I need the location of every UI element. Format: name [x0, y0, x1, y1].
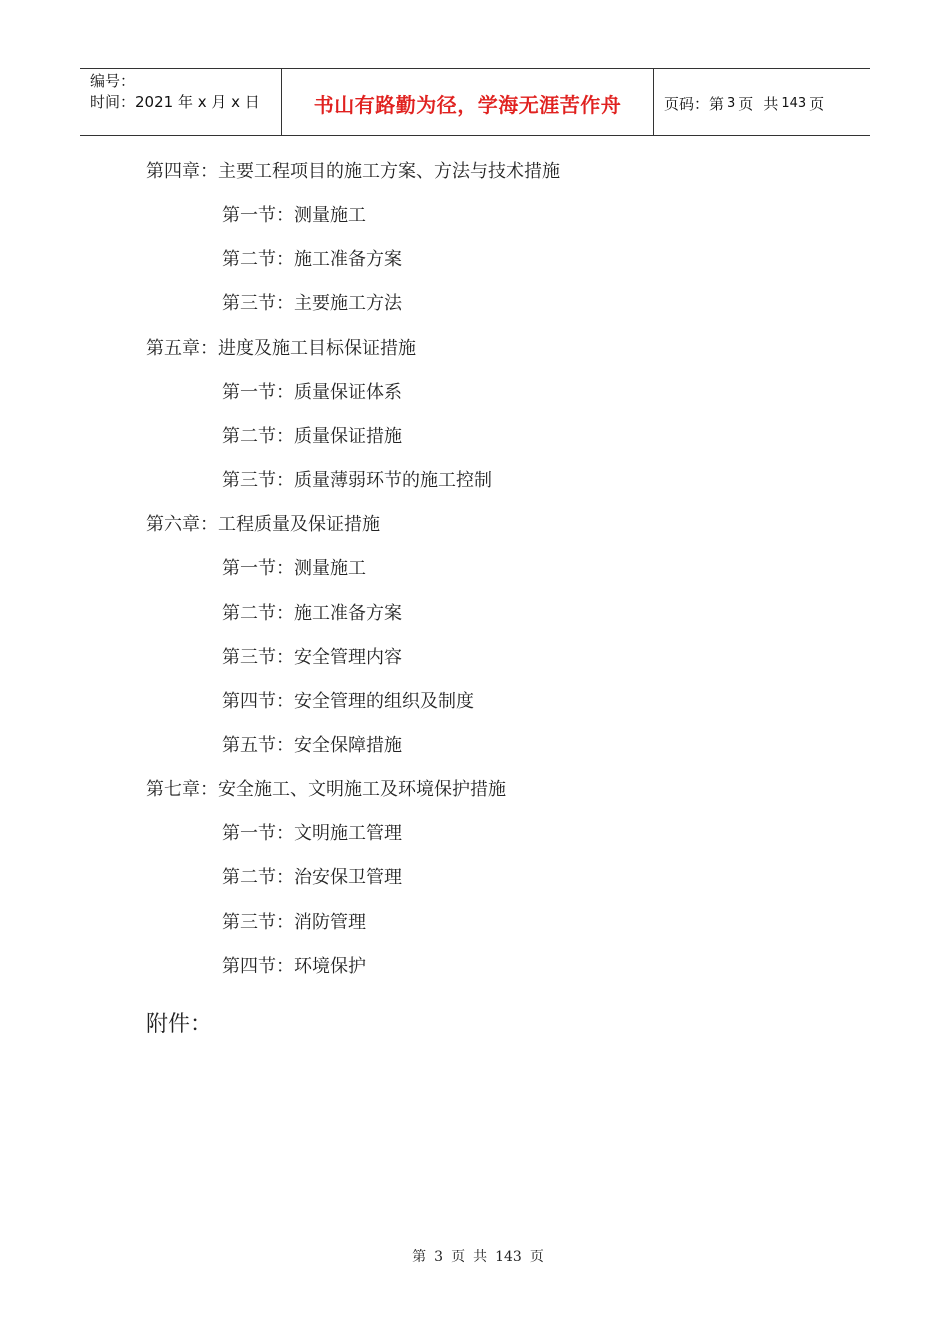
toc-section: 第四节：环境保护 — [222, 956, 366, 977]
header-page-total-suffix: 页 — [809, 94, 825, 113]
footer-mid: 页 — [451, 1249, 466, 1265]
page-footer — [0, 1246, 950, 1266]
footer-total-pages: 143 — [495, 1249, 522, 1265]
toc-chapter: 第五章：进度及施工目标保证措施 — [146, 338, 416, 359]
toc-section: 第三节：主要施工方法 — [222, 293, 402, 314]
toc-section: 第五节：安全保障措施 — [222, 735, 402, 756]
document-number-label: 编号： — [90, 72, 136, 90]
header-page-total: 143 — [781, 95, 807, 111]
footer-total-prefix: 共 — [473, 1249, 488, 1265]
header-meta — [80, 69, 282, 135]
page-header — [80, 68, 870, 136]
header-page-current: 3 — [727, 95, 736, 111]
toc-section: 第二节：治安保卫管理 — [222, 867, 402, 888]
header-motto: 书山有路勤为径，学海无涯苦作舟 — [313, 92, 622, 117]
toc-section: 第三节：质量薄弱环节的施工控制 — [222, 470, 492, 491]
toc-chapter: 第四章：主要工程项目的施工方案、方法与技术措施 — [146, 161, 560, 182]
toc-section: 第三节：安全管理内容 — [222, 647, 402, 668]
toc-section: 第四节：安全管理的组织及制度 — [222, 691, 474, 712]
header-page-info — [654, 69, 870, 135]
footer-suffix: 页 — [529, 1249, 544, 1265]
toc-section: 第二节：施工准备方案 — [222, 249, 402, 270]
header-page-mid: 页 — [738, 94, 754, 113]
toc-section: 第二节：施工准备方案 — [222, 603, 402, 624]
footer-current-page: 3 — [434, 1249, 444, 1265]
toc-chapter: 第七章：安全施工、文明施工及环境保护措施 — [146, 779, 506, 800]
toc-section: 第一节：测量施工 — [222, 558, 366, 579]
toc-chapter: 第六章：工程质量及保证措施 — [146, 514, 380, 535]
header-page-total-prefix: 共 — [763, 94, 779, 113]
document-date: 时间：2021 年 x 月 x 日 — [90, 93, 260, 111]
toc-section: 第三节：消防管理 — [222, 912, 366, 933]
toc-section: 第一节：质量保证体系 — [222, 382, 402, 403]
attachment-heading: 附件： — [146, 1012, 213, 1037]
header-motto-cell — [282, 69, 654, 135]
toc-section: 第一节：测量施工 — [222, 205, 366, 226]
toc-section: 第一节：文明施工管理 — [222, 823, 402, 844]
footer-prefix: 第 — [412, 1249, 427, 1265]
header-page-prefix: 页码：第 — [664, 94, 725, 113]
toc-section: 第二节：质量保证措施 — [222, 426, 402, 447]
